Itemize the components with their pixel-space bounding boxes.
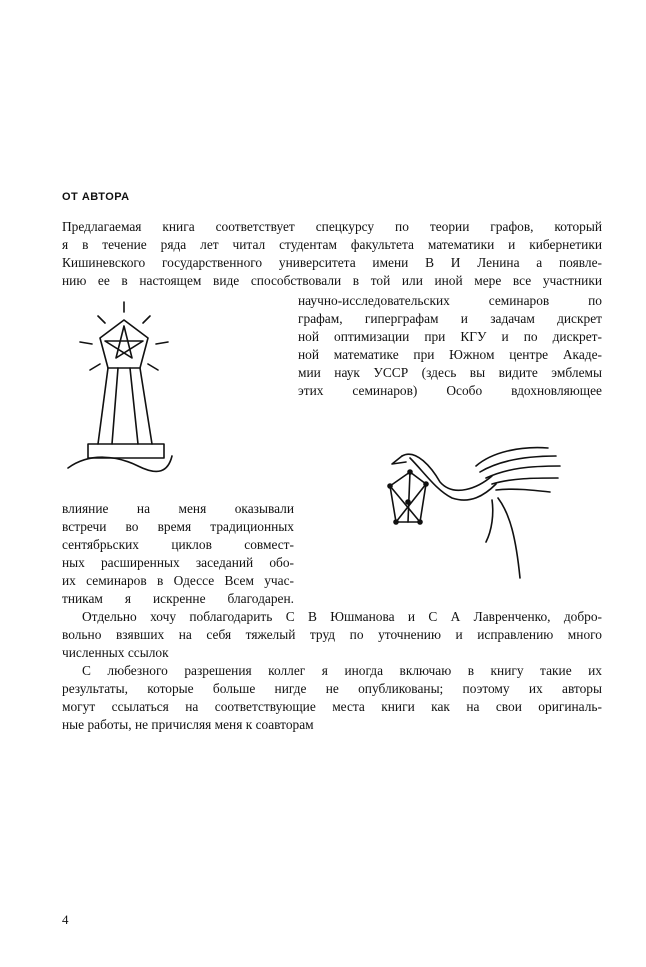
text-line: Кишиневского государственного университета имени В И Ленина а появле- (62, 255, 602, 270)
text-line: ных расширенных заседаний обо- (62, 555, 294, 570)
text-line: этих семинаров) Особо вдохновляющее (298, 383, 602, 398)
text-line: тникам я искренне благодарен. (62, 591, 294, 606)
text-line: ные работы, не причисляя меня к соавторам (62, 717, 314, 732)
text-line: влияние на меня оказывали (62, 501, 294, 516)
text-line: могут ссылаться на соответствующие места книги как на свои оригиналь- (62, 699, 602, 714)
text-line: С любезного разрешения коллег я иногда включаю в книгу такие их (82, 663, 602, 678)
text-line: Предлагаемая книга соответствует спецкурсу по теории графов, который (62, 219, 602, 234)
lighthouse-emblem-icon (60, 296, 180, 476)
text-line: их семинаров в Одессе Всем учас- (62, 573, 294, 588)
text-line: нию ее в настоящем виде способствовали в той или иной мере все участники (62, 273, 602, 288)
page-number: 4 (62, 912, 69, 927)
bird-emblem-icon (380, 438, 580, 588)
text-line: графам, гиперграфам и задачам дискрет (298, 311, 602, 326)
section-heading: ОТ АВТОРА (62, 191, 130, 203)
text-line: я в течение ряда лет читал студентам факультета математики и кибернетики (62, 237, 602, 252)
text-line: научно-исследовательских семинаров по (298, 293, 602, 308)
text-line: вольно взявших на себя тяжелый труд по уточнению и исправлению много (62, 627, 602, 642)
text-line: ной математике при Южном центре Акаде- (298, 347, 602, 362)
text-line: мии наук УССР (здесь вы видите эмблемы (298, 365, 602, 380)
text-line: численных ссылок (62, 645, 169, 660)
text-line: ной оптимизации при КГУ и по дискрет- (298, 329, 602, 344)
text-line: Отдельно хочу поблагодарить С В Юшманова и С А Лавренченко, добро- (82, 609, 602, 624)
text-line: сентябрьских циклов совмест- (62, 537, 294, 552)
text-line: встречи во время традиционных (62, 519, 294, 534)
text-line: результаты, которые больше нигде не опубликованы; поэтому их авторы (62, 681, 602, 696)
